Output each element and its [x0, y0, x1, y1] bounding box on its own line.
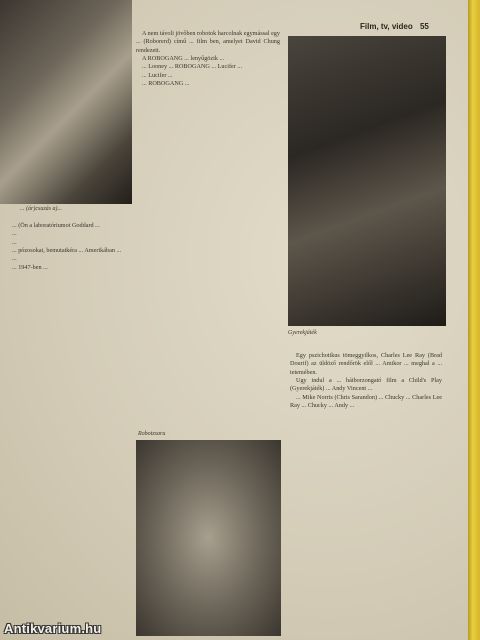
paragraph: ... 1947-ben ...: [12, 263, 48, 271]
photo-caption-1: ... (ár)csuzás a)...: [20, 206, 62, 212]
photo-doll-chucky: [288, 36, 446, 326]
photo-caption-2: Gyerekjáték: [288, 330, 317, 336]
watermark: Antikvarium.hu: [4, 621, 102, 636]
paragraph: ... (Ön a laboratóriumot Goddard ...: [12, 222, 100, 229]
paragraph: ...: [12, 255, 17, 263]
text-column-2: [136, 30, 280, 425]
paragraph: ... pózosokat, bemutatkéra ... Amerikában ...: [12, 247, 122, 255]
paragraph: ... Mike Norris (Chris Sarandon) ... Chucky ... Charles Lee Ray ... Chucky ... Andy ...: [290, 393, 442, 410]
text-column-3: [290, 352, 442, 632]
paragraph: ... Lucifer ...: [142, 71, 173, 79]
text-column-1: [6, 222, 130, 634]
paragraph: ...: [12, 238, 17, 246]
page-edge: [468, 0, 480, 640]
paragraph: ...: [12, 230, 17, 238]
paragraph: Ugy indul a ... hátborzongató film a Child's Play (Gyerekjáték) ... Andy Vincent ...: [290, 377, 442, 393]
section-title: Film, tv, video: [360, 22, 413, 31]
page-header: [360, 22, 440, 34]
paragraph: A nem távoli jövőben robotok harcolnak egymással egy ... (Roborerd) című ... film ben, amelyet David Chung rendezett.: [136, 30, 280, 54]
paragraph: ... Looney ... ROBOGANG ... Lucifer ...: [142, 63, 243, 71]
paragraph: Egy pszichotikus tömeggyilkos, Charles Lee Ray (Brad Dourif) az üldöző rendőrök elől ... Amikor ... meghal a ... tetemében.: [290, 352, 442, 376]
photo-caption-3: Robotzsaru: [138, 431, 166, 437]
paragraph: ... ROBOGANG ...: [142, 80, 190, 88]
page-number: 55: [419, 22, 429, 31]
photo-man-with-puppet: [0, 0, 132, 204]
photo-robocop: [136, 440, 281, 636]
paragraph: A ROBOGANG ... lenyűgözik ...: [142, 55, 225, 63]
